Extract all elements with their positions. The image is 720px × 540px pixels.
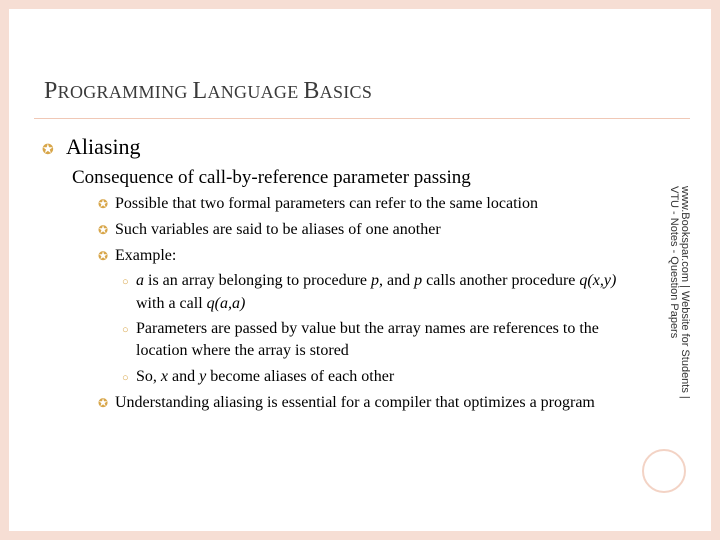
bullet-icon: ✪ — [98, 197, 109, 211]
circle-bullet-icon: ○ — [122, 276, 129, 288]
bullet-icon: ✪ — [98, 396, 109, 410]
bullet-icon: ✪ — [98, 223, 109, 237]
title-divider — [34, 118, 690, 119]
bullet-item-4: ✪ Understanding aliasing is essential for a compiler that optimizes a program — [98, 394, 595, 411]
bullet-level2: Consequence of call-by-reference parameter passing — [72, 167, 471, 188]
circle-bullet-icon: ○ — [122, 324, 129, 336]
side-text-line-2: VTU - Notes - Question Papers — [668, 186, 680, 339]
bullet-item-2: ✪ Such variables are said to be aliases of one another — [98, 221, 441, 238]
circle-bullet-icon: ○ — [122, 372, 129, 384]
decorative-circle — [642, 449, 686, 493]
side-text-line-1: www.Bookspar.com | Website for Students | — [679, 186, 691, 399]
sub-bullet-2: ○ Parameters are passed by value but the array names are references to the — [122, 320, 599, 337]
bullet-item-1: ✪ Possible that two formal parameters can refer to the same location — [98, 195, 538, 212]
bullet-icon: ✪ — [42, 143, 54, 158]
sub-bullet-1: ○ a is an array belonging to procedure p, and p calls another procedure q(x,y) — [122, 272, 617, 289]
sub-bullet-3: ○ So, x and y become aliases of each other — [122, 368, 395, 385]
bullet-item-3: ✪ Example: — [98, 247, 177, 264]
bullet-icon: ✪ — [98, 249, 109, 263]
bullet-level1: ✪ Aliasing — [42, 134, 141, 159]
sub-bullet-2-cont: location where the array is stored — [136, 342, 349, 359]
side-watermark — [668, 186, 690, 436]
slide-title: PROGRAMMING LANGUAGE BASICS — [44, 78, 373, 104]
sub-bullet-1-cont: with a call q(a,a) — [136, 295, 246, 312]
